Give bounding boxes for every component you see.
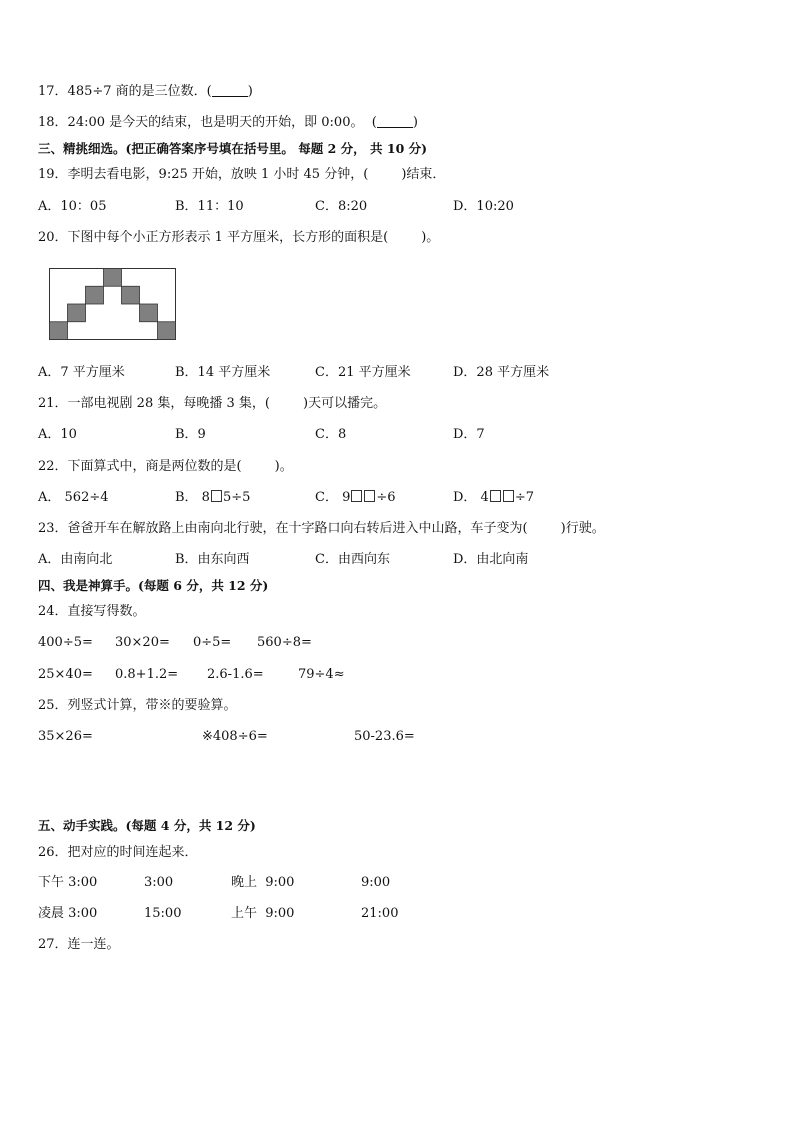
question-20: 20．下图中每个小正方形表示 1 平方厘米，长方形的面积是( )。 xyxy=(38,230,440,245)
q26-item[interactable]: 下午 3:00 xyxy=(38,875,98,890)
shaded-square xyxy=(122,286,140,304)
q26-item[interactable]: 晚上 9:00 xyxy=(231,875,295,890)
q19-option-c: C．8:20 xyxy=(315,199,368,214)
q26-item[interactable]: 15:00 xyxy=(144,906,182,921)
q22-option-b: B． 8 5÷5 xyxy=(175,490,251,505)
q23-option-b: B．由东向西 xyxy=(175,552,250,567)
q22-option-a: A． 562÷4 xyxy=(38,490,109,505)
question-22: 22．下面算式中，商是两位数的是( )。 xyxy=(38,459,293,474)
q19-option-b: B．11：10 xyxy=(175,199,244,214)
q21-option-c: C．8 xyxy=(315,427,347,442)
q25-item: ※408÷6= xyxy=(202,729,268,744)
section-5-heading: 五、动手实践。(每题 4 分，共 12 分) xyxy=(38,818,256,833)
q24-item: 30×20= xyxy=(115,635,170,650)
question-26: 26．把对应的时间连起来． xyxy=(38,845,198,860)
staircase-grid-figure xyxy=(49,267,177,341)
question-21: 21．一部电视剧 28 集，每晚播 3 集，( )天可以播完。 xyxy=(38,396,387,411)
shaded-square xyxy=(104,269,122,287)
digit-box xyxy=(351,490,362,502)
q19-option-d: D．10:20 xyxy=(453,199,514,214)
q24-item: 560÷8= xyxy=(257,635,312,650)
q24-item: 400÷5= xyxy=(38,635,93,650)
q24-item: 0÷5= xyxy=(193,635,232,650)
q25-item: 50-23.6= xyxy=(354,729,415,744)
q23-option-a: A．由南向北 xyxy=(38,552,113,567)
question-24: 24．直接写得数。 xyxy=(38,604,146,619)
q26-item[interactable]: 9:00 xyxy=(361,875,391,890)
shaded-square xyxy=(50,322,68,340)
question-25: 25．列竖式计算，带※的要验算。 xyxy=(38,698,237,713)
q19-option-a: A．10：05 xyxy=(38,199,107,214)
q20-option-c: C．21 平方厘米 xyxy=(315,365,411,380)
q22-option-d: D． 4 ÷7 xyxy=(453,490,534,505)
q26-item[interactable]: 3:00 xyxy=(144,875,174,890)
q23-option-c: C．由西向东 xyxy=(315,552,390,567)
digit-box xyxy=(211,490,222,502)
q22-option-c: C． 9 ÷6 xyxy=(315,490,396,505)
section-4-heading: 四、我是神算手。(每题 6 分，共 12 分) xyxy=(38,578,269,593)
question-18: 18．24:00 是今天的结束，也是明天的开始，即 0:00。 ( ) xyxy=(38,115,418,130)
answer-blank[interactable] xyxy=(212,84,248,97)
q24-item: 79÷4≈ xyxy=(298,667,345,682)
q20-option-a: A．7 平方厘米 xyxy=(38,365,125,380)
q20-option-b: B．14 平方厘米 xyxy=(175,365,271,380)
section-3-heading: 三、精挑细选。(把正确答案序号填在括号里。 每题 2 分， 共 10 分) xyxy=(38,141,428,156)
q26-item[interactable]: 21:00 xyxy=(361,906,399,921)
q24-item: 0.8+1.2= xyxy=(115,667,179,682)
question-19: 19．李明去看电影，9:25 开始，放映 1 小时 45 分钟，( )结束． xyxy=(38,167,446,182)
shaded-square xyxy=(68,304,86,322)
digit-box xyxy=(364,490,375,502)
question-27: 27．连一连。 xyxy=(38,937,120,952)
q21-option-a: A．10 xyxy=(38,427,77,442)
q20-option-d: D．28 平方厘米 xyxy=(453,365,550,380)
question-17: 17．485÷7 商的是三位数．( ) xyxy=(38,84,253,99)
q24-item: 25×40= xyxy=(38,667,93,682)
q24-item: 2.6-1.6= xyxy=(207,667,264,682)
q21-option-b: B．9 xyxy=(175,427,206,442)
digit-box xyxy=(503,490,514,502)
shaded-square xyxy=(86,286,104,304)
answer-blank[interactable] xyxy=(377,115,413,128)
q26-item[interactable]: 凌晨 3:00 xyxy=(38,906,98,921)
q25-item: 35×26= xyxy=(38,729,93,744)
question-23: 23．爸爸开车在解放路上由南向北行驶，在十字路口向右转后进入中山路，车子变为( )行驶。 xyxy=(38,521,605,536)
q21-option-d: D．7 xyxy=(453,427,485,442)
shaded-square xyxy=(140,304,158,322)
digit-box xyxy=(490,490,501,502)
q23-option-d: D．由北向南 xyxy=(453,552,529,567)
q26-item[interactable]: 上午 9:00 xyxy=(231,906,295,921)
shaded-square xyxy=(158,322,176,340)
